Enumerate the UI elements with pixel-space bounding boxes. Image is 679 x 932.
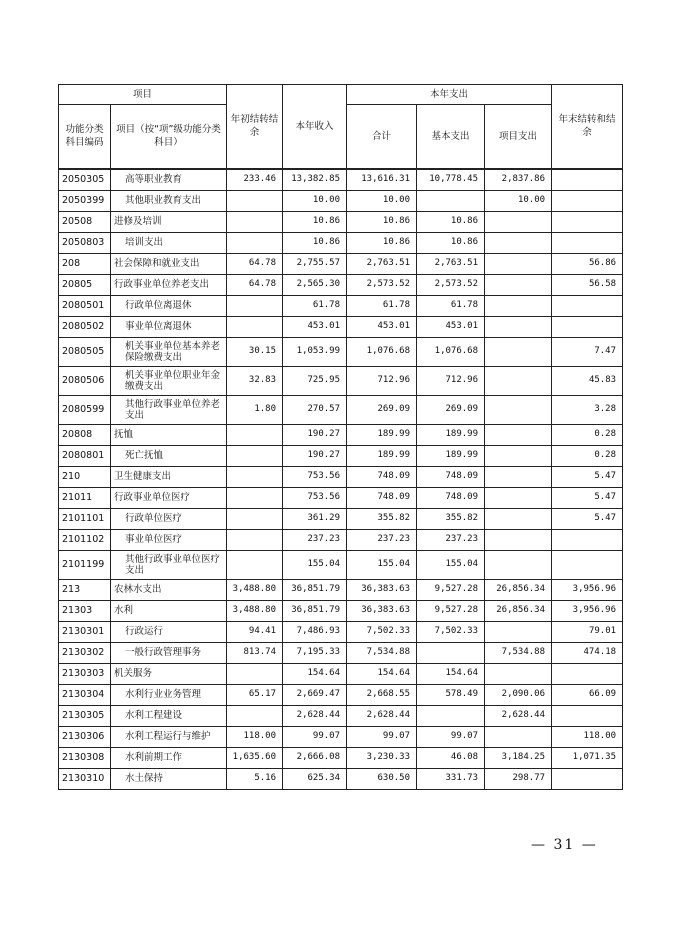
table-row [59,253,623,274]
end-cell: 45.83 [552,366,623,395]
name-cell: 水利工程建设 [111,705,227,726]
basic-cell: 189.99 [417,424,485,445]
code-cell: 210 [59,466,111,487]
project-cell: 298.77 [485,768,552,789]
table-row [59,550,623,579]
begin-cell [227,705,283,726]
basic-cell: 1,076.68 [417,337,485,366]
table-row [59,395,623,424]
basic-cell: 99.07 [417,726,485,747]
income-cell: 36,851.79 [283,579,347,600]
basic-cell: 2,763.51 [417,253,485,274]
income-cell: 61.78 [283,295,347,316]
table-body [59,169,623,790]
project-cell [485,337,552,366]
name-cell: 水利行业业务管理 [111,684,227,705]
total-cell: 712.96 [347,366,417,395]
income-cell: 2,628.44 [283,705,347,726]
project-cell [485,550,552,579]
code-cell: 2130301 [59,621,111,642]
income-cell: 2,755.57 [283,253,347,274]
code-cell: 20805 [59,274,111,295]
name-cell: 水利工程运行与维护 [111,726,227,747]
begin-cell [227,487,283,508]
table-row [59,600,623,621]
project-cell [485,253,552,274]
name-cell: 行政事业单位养老支出 [111,274,227,295]
header-end-balance: 年末结转和结余 [552,85,623,169]
end-cell [552,295,623,316]
basic-cell: 7,502.33 [417,621,485,642]
project-cell: 10.00 [485,190,552,211]
income-cell: 10.86 [283,211,347,232]
basic-cell: 748.09 [417,487,485,508]
total-cell: 99.07 [347,726,417,747]
begin-cell: 813.74 [227,642,283,663]
code-cell: 2050803 [59,232,111,253]
name-cell: 培训支出 [111,232,227,253]
income-cell: 453.01 [283,316,347,337]
income-cell: 10.86 [283,232,347,253]
project-cell [485,487,552,508]
total-cell: 1,076.68 [347,337,417,366]
total-cell: 154.64 [347,663,417,684]
code-cell: 2050399 [59,190,111,211]
end-cell: 79.01 [552,621,623,642]
table-row [59,579,623,600]
code-cell: 208 [59,253,111,274]
basic-cell [417,190,485,211]
code-cell: 20808 [59,424,111,445]
begin-cell [227,232,283,253]
code-cell: 2130310 [59,768,111,789]
total-cell: 2,573.52 [347,274,417,295]
name-cell: 农林水支出 [111,579,227,600]
code-cell: 2080506 [59,366,111,395]
code-cell: 2080801 [59,445,111,466]
code-cell: 2080599 [59,395,111,424]
header-total: 合计 [347,105,417,169]
end-cell: 118.00 [552,726,623,747]
project-cell [485,445,552,466]
end-cell [552,190,623,211]
basic-cell: 9,527.28 [417,600,485,621]
project-cell [485,295,552,316]
total-cell: 7,502.33 [347,621,417,642]
basic-cell: 61.78 [417,295,485,316]
basic-cell: 154.64 [417,663,485,684]
income-cell: 7,486.93 [283,621,347,642]
code-cell: 21011 [59,487,111,508]
name-cell: 水利前期工作 [111,747,227,768]
income-cell: 7,195.33 [283,642,347,663]
begin-cell [227,466,283,487]
header-name: 项目（按“项”级功能分类科目） [111,105,227,169]
total-cell: 748.09 [347,466,417,487]
project-cell [485,508,552,529]
total-cell: 453.01 [347,316,417,337]
total-cell: 10.86 [347,232,417,253]
table-row [59,232,623,253]
basic-cell: 2,573.52 [417,274,485,295]
name-cell: 高等职业教育 [111,169,227,191]
name-cell: 卫生健康支出 [111,466,227,487]
project-cell [485,366,552,395]
basic-cell: 155.04 [417,550,485,579]
end-cell [552,169,623,191]
end-cell: 0.28 [552,424,623,445]
end-cell [552,211,623,232]
basic-cell: 748.09 [417,466,485,487]
budget-table [58,84,623,790]
end-cell [552,316,623,337]
income-cell: 237.23 [283,529,347,550]
total-cell: 10.00 [347,190,417,211]
total-cell: 61.78 [347,295,417,316]
end-cell: 7.47 [552,337,623,366]
project-cell [485,232,552,253]
end-cell [552,232,623,253]
begin-cell: 1,635.60 [227,747,283,768]
table-row [59,768,623,789]
end-cell: 3,956.96 [552,579,623,600]
code-cell: 2101101 [59,508,111,529]
begin-cell: 65.17 [227,684,283,705]
end-cell: 56.86 [552,253,623,274]
total-cell: 2,668.55 [347,684,417,705]
name-cell: 事业单位离退休 [111,316,227,337]
name-cell: 水利 [111,600,227,621]
end-cell [552,705,623,726]
code-cell: 2050305 [59,169,111,191]
total-cell: 748.09 [347,487,417,508]
table-row [59,642,623,663]
end-cell: 0.28 [552,445,623,466]
income-cell: 36,851.79 [283,600,347,621]
total-cell: 269.09 [347,395,417,424]
begin-cell [227,211,283,232]
code-cell: 2130304 [59,684,111,705]
project-cell: 26,856.34 [485,600,552,621]
income-cell: 2,565.30 [283,274,347,295]
income-cell: 753.56 [283,487,347,508]
total-cell: 237.23 [347,529,417,550]
begin-cell: 64.78 [227,274,283,295]
basic-cell: 10.86 [417,232,485,253]
end-cell: 474.18 [552,642,623,663]
code-cell: 2080501 [59,295,111,316]
table-row [59,274,623,295]
name-cell: 行政单位离退休 [111,295,227,316]
income-cell: 154.64 [283,663,347,684]
end-cell [552,663,623,684]
code-cell: 20508 [59,211,111,232]
total-cell: 36,383.63 [347,579,417,600]
begin-cell: 3,488.80 [227,600,283,621]
project-cell [485,726,552,747]
code-cell: 2101102 [59,529,111,550]
basic-cell: 269.09 [417,395,485,424]
begin-cell [227,550,283,579]
name-cell: 其他行政事业单位医疗支出 [111,550,227,579]
name-cell: 事业单位医疗 [111,529,227,550]
project-cell: 26,856.34 [485,579,552,600]
table-row [59,621,623,642]
income-cell: 155.04 [283,550,347,579]
begin-cell: 30.15 [227,337,283,366]
project-cell [485,466,552,487]
header-group-item: 项目 [59,85,227,105]
table-row [59,684,623,705]
project-cell [485,621,552,642]
end-cell: 5.47 [552,466,623,487]
total-cell: 2,763.51 [347,253,417,274]
end-cell: 66.09 [552,684,623,705]
begin-cell [227,663,283,684]
begin-cell: 64.78 [227,253,283,274]
end-cell: 56.58 [552,274,623,295]
project-cell: 3,184.25 [485,747,552,768]
name-cell: 行政事业单位医疗 [111,487,227,508]
begin-cell: 94.41 [227,621,283,642]
project-cell: 7,534.88 [485,642,552,663]
basic-cell [417,705,485,726]
table-row [59,747,623,768]
table-row [59,295,623,316]
project-cell [485,395,552,424]
begin-cell [227,508,283,529]
basic-cell: 712.96 [417,366,485,395]
total-cell: 13,616.31 [347,169,417,191]
basic-cell: 237.23 [417,529,485,550]
name-cell: 行政单位医疗 [111,508,227,529]
table-row [59,487,623,508]
basic-cell: 9,527.28 [417,579,485,600]
table-row [59,466,623,487]
project-cell: 2,837.86 [485,169,552,191]
table-row [59,726,623,747]
total-cell: 630.50 [347,768,417,789]
project-cell: 2,628.44 [485,705,552,726]
end-cell [552,768,623,789]
income-cell: 10.00 [283,190,347,211]
begin-cell: 32.83 [227,366,283,395]
total-cell: 36,383.63 [347,600,417,621]
table-row [59,337,623,366]
total-cell: 2,628.44 [347,705,417,726]
begin-cell: 1.80 [227,395,283,424]
income-cell: 99.07 [283,726,347,747]
project-cell [485,274,552,295]
begin-cell: 118.00 [227,726,283,747]
table-row [59,705,623,726]
basic-cell: 10.86 [417,211,485,232]
end-cell [552,529,623,550]
name-cell: 机关事业单位基本养老保险缴费支出 [111,337,227,366]
end-cell: 3.28 [552,395,623,424]
basic-cell: 578.49 [417,684,485,705]
total-cell: 155.04 [347,550,417,579]
income-cell: 725.95 [283,366,347,395]
project-cell [485,424,552,445]
total-cell: 355.82 [347,508,417,529]
basic-cell [417,642,485,663]
begin-cell [227,529,283,550]
table-row [59,316,623,337]
begin-cell: 5.16 [227,768,283,789]
begin-cell [227,445,283,466]
header-begin-balance: 年初结转结余 [227,85,283,169]
table-row [59,424,623,445]
name-cell: 社会保障和就业支出 [111,253,227,274]
basic-cell: 453.01 [417,316,485,337]
income-cell: 1,053.99 [283,337,347,366]
income-cell: 190.27 [283,424,347,445]
table-row [59,529,623,550]
end-cell: 5.47 [552,508,623,529]
page-number: — 31 — [531,837,598,853]
table-row [59,190,623,211]
code-cell: 2130306 [59,726,111,747]
project-cell [485,316,552,337]
name-cell: 死亡抚恤 [111,445,227,466]
begin-cell: 3,488.80 [227,579,283,600]
code-cell: 2130303 [59,663,111,684]
table-row [59,445,623,466]
basic-cell: 189.99 [417,445,485,466]
table-row [59,508,623,529]
table-row [59,366,623,395]
income-cell: 2,669.47 [283,684,347,705]
code-cell: 2080505 [59,337,111,366]
income-cell: 13,382.85 [283,169,347,191]
begin-cell [227,295,283,316]
code-cell: 2130308 [59,747,111,768]
code-cell: 21303 [59,600,111,621]
total-cell: 10.86 [347,211,417,232]
project-cell [485,529,552,550]
header-project: 项目支出 [485,105,552,169]
income-cell: 361.29 [283,508,347,529]
total-cell: 3,230.33 [347,747,417,768]
header-group-expense: 本年支出 [347,85,552,105]
end-cell: 5.47 [552,487,623,508]
name-cell: 一般行政管理事务 [111,642,227,663]
end-cell: 1,071.35 [552,747,623,768]
income-cell: 2,666.08 [283,747,347,768]
name-cell: 行政运行 [111,621,227,642]
header-income: 本年收入 [283,85,347,169]
basic-cell: 46.08 [417,747,485,768]
income-cell: 190.27 [283,445,347,466]
name-cell: 其他行政事业单位养老支出 [111,395,227,424]
income-cell: 753.56 [283,466,347,487]
total-cell: 189.99 [347,445,417,466]
name-cell: 进修及培训 [111,211,227,232]
name-cell: 机关服务 [111,663,227,684]
basic-cell: 331.73 [417,768,485,789]
income-cell: 625.34 [283,768,347,789]
table-row [59,211,623,232]
project-cell: 2,090.06 [485,684,552,705]
name-cell: 其他职业教育支出 [111,190,227,211]
code-cell: 2130302 [59,642,111,663]
total-cell: 189.99 [347,424,417,445]
project-cell [485,211,552,232]
table-row [59,169,623,191]
header-basic: 基本支出 [417,105,485,169]
begin-cell [227,424,283,445]
name-cell: 水土保持 [111,768,227,789]
table-row [59,663,623,684]
end-cell [552,550,623,579]
basic-cell: 355.82 [417,508,485,529]
name-cell: 抚恤 [111,424,227,445]
project-cell [485,663,552,684]
code-cell: 2101199 [59,550,111,579]
end-cell: 3,956.96 [552,600,623,621]
income-cell: 270.57 [283,395,347,424]
basic-cell: 10,778.45 [417,169,485,191]
begin-cell [227,190,283,211]
name-cell: 机关事业单位职业年金缴费支出 [111,366,227,395]
code-cell: 213 [59,579,111,600]
header-code: 功能分类科目编码 [59,105,111,169]
begin-cell [227,316,283,337]
code-cell: 2080502 [59,316,111,337]
begin-cell: 233.46 [227,169,283,191]
total-cell: 7,534.88 [347,642,417,663]
code-cell: 2130305 [59,705,111,726]
